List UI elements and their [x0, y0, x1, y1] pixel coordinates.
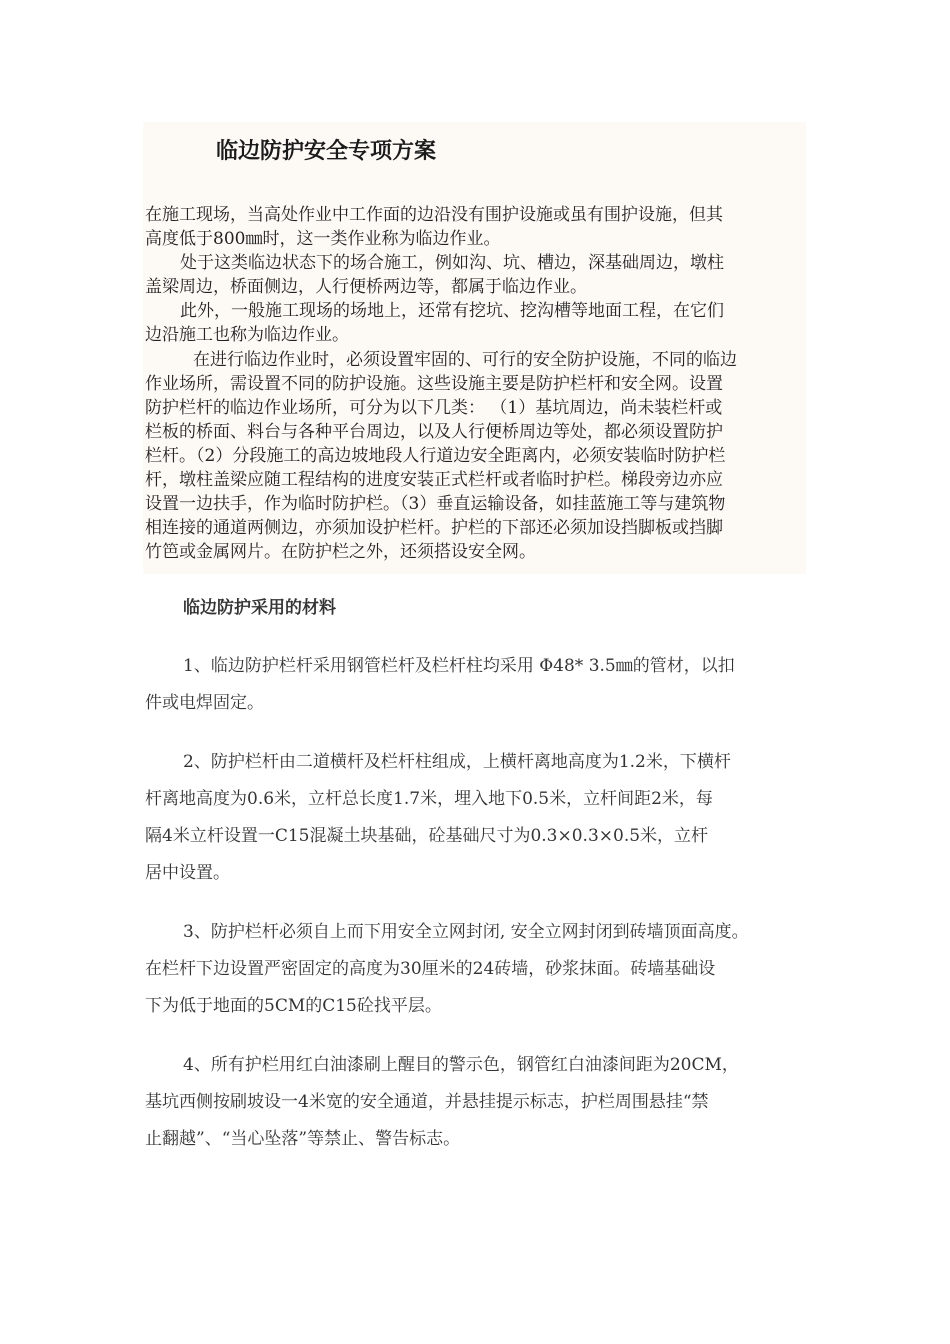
materials-line: 2、防护栏杆由二道横杆及栏杆柱组成，上横杆离地高度为1.2米，下横杆 [183, 752, 731, 772]
intro-line: 竹笆或金属网片。在防护栏之外，还须搭设安全网。 [145, 542, 536, 562]
materials-line: 下为低于地面的5CM的C15砼找平层。 [145, 996, 442, 1016]
materials-line: 杆离地高度为0.6米，立杆总长度1.7米，埋入地下0.5米，立杆间距2米，每 [145, 789, 713, 809]
materials-line: 4、所有护栏用红白油漆刷上醒目的警示色，钢管红白油漆间距为20CM， [183, 1055, 739, 1075]
intro-line: 栏杆。（2）分段施工的高边坡地段人行道边安全距离内，必须安装临时防护栏 [145, 446, 726, 466]
intro-line: 此外，一般施工现场的场地上，还常有挖坑、挖沟槽等地面工程，在它们 [180, 301, 724, 321]
intro-line: 高度低于800㎜时，这一类作业称为临边作业。 [145, 229, 501, 249]
intro-line: 栏板的桥面、料台与各种平台周边，以及人行便桥周边等处，都必须设置防护 [145, 422, 723, 442]
materials-line: 件或电焊固定。 [145, 693, 264, 713]
intro-line: 相连接的通道两侧边，亦须加设护栏杆。护栏的下部还必须加设挡脚板或挡脚 [145, 518, 723, 538]
intro-line: 作业场所，需设置不同的防护设施。这些设施主要是防护栏杆和安全网。设置 [145, 374, 723, 394]
materials-line: 3、防护栏杆必须自上而下用安全立网封闭, 安全立网封闭到砖墙顶面高度。 [183, 922, 749, 942]
intro-line: 处于这类临边状态下的场合施工，例如沟、坑、槽边，深基础周边，墩柱 [180, 253, 724, 273]
intro-line: 防护栏杆的临边作业场所，可分为以下几类： （1）基坑周边，尚未装栏杆或 [145, 398, 723, 418]
intro-line: 在施工现场，当高处作业中工作面的边沿没有围护设施或虽有围护设施，但其 [145, 205, 723, 225]
materials-heading: 临边防护采用的材料 [183, 598, 336, 618]
materials-line: 在栏杆下边设置严密固定的高度为30厘米的24砖墙，砂浆抹面。砖墙基础设 [145, 959, 716, 979]
intro-line: 盖梁周边，桥面侧边，人行便桥两边等，都属于临边作业。 [145, 277, 587, 297]
materials-line: 居中设置。 [145, 863, 230, 883]
intro-line: 在进行临边作业时，必须设置牢固的、可行的安全防护设施，不同的临边 [193, 350, 737, 370]
intro-line: 边沿施工也称为临边作业。 [145, 325, 349, 345]
document-title: 临边防护安全专项方案 [216, 138, 437, 164]
materials-line: 基坑西侧按刷坡设一4米宽的安全通道，并悬挂提示标志，护栏周围悬挂“禁 [145, 1092, 709, 1112]
materials-line: 止翻越”、“当心坠落”等禁止、警告标志。 [145, 1129, 461, 1149]
intro-line: 设置一边扶手，作为临时防护栏。（3）垂直运输设备，如挂蓝施工等与建筑物 [145, 494, 726, 514]
materials-line: 1、临边防护栏杆采用钢管栏杆及栏杆柱均采用 Φ48* 3.5㎜的管材，以扣 [183, 656, 735, 676]
intro-line: 杆，墩柱盖梁应随工程结构的进度安装正式栏杆或者临时护栏。梯段旁边亦应 [145, 470, 723, 490]
materials-line: 隔4米立杆设置一C15混凝土块基础，砼基础尺寸为0.3×0.3×0.5米，立杆 [145, 826, 709, 846]
